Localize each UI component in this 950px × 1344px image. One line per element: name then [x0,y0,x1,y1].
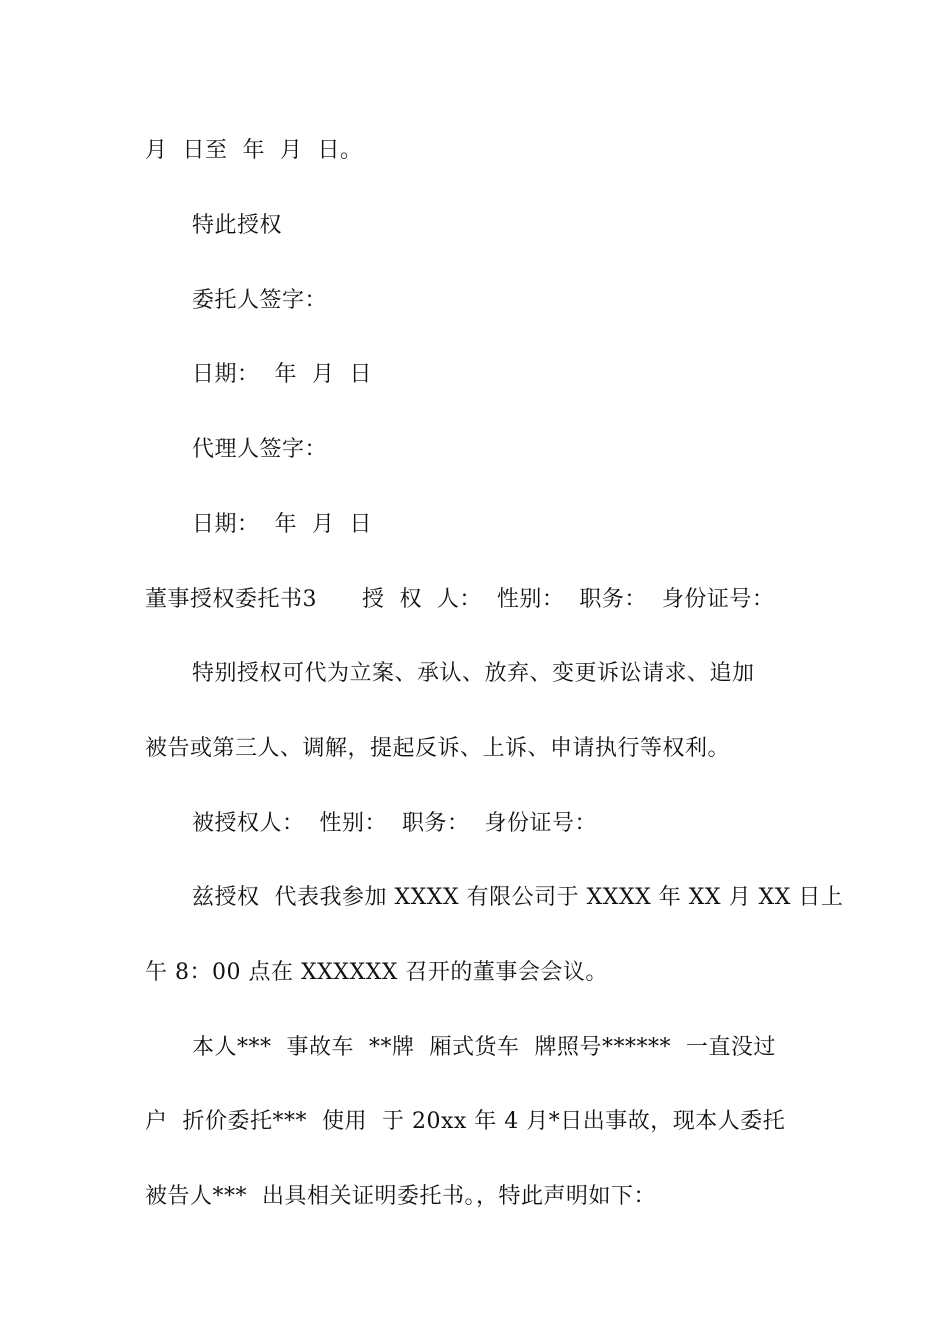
text-line-principal-signature: 委托人签字： [192,288,328,313]
text-line-special-authority-2: 被告或第三人、调解，提起反诉、上诉、申请执行等权利。 [145,736,731,761]
text-line-authorized-person: 被授权人： 性别： 职务： 身份证号： [192,811,597,836]
text-line-agent-date: 日期： 年 月 日 [192,512,372,537]
text-line-meeting-2: 午 8：00 点在 XXXXXX 召开的董事会会议。 [145,960,608,985]
text-line-vehicle-1: 本人*** 事故车 **牌 厢式货车 牌照号****** 一直没过 [192,1035,776,1060]
text-line-special-authority-1: 特别授权可代为立案、承认、放弃、变更诉讼请求、追加 [192,661,755,686]
text-line-authorization-note: 特此授权 [192,213,283,238]
text-line-date-range: 月 日至 年 月 日。 [145,138,363,163]
text-line-section-heading: 董事授权委托书3 授 权 人： 性别： 职务： 身份证号： [145,587,775,612]
text-line-agent-signature: 代理人签字： [192,437,328,462]
text-line-vehicle-2: 户 折价委托*** 使用 于 20xx 年 4 月*日出事故，现本人委托 [145,1109,786,1134]
text-line-vehicle-3: 被告人*** 出具相关证明委托书。，特此声明如下： [145,1184,656,1209]
text-line-meeting-1: 兹授权 代表我参加 XXXX 有限公司于 XXXX 年 XX 月 XX 日上 [192,885,844,910]
text-line-principal-date: 日期： 年 月 日 [192,362,372,387]
